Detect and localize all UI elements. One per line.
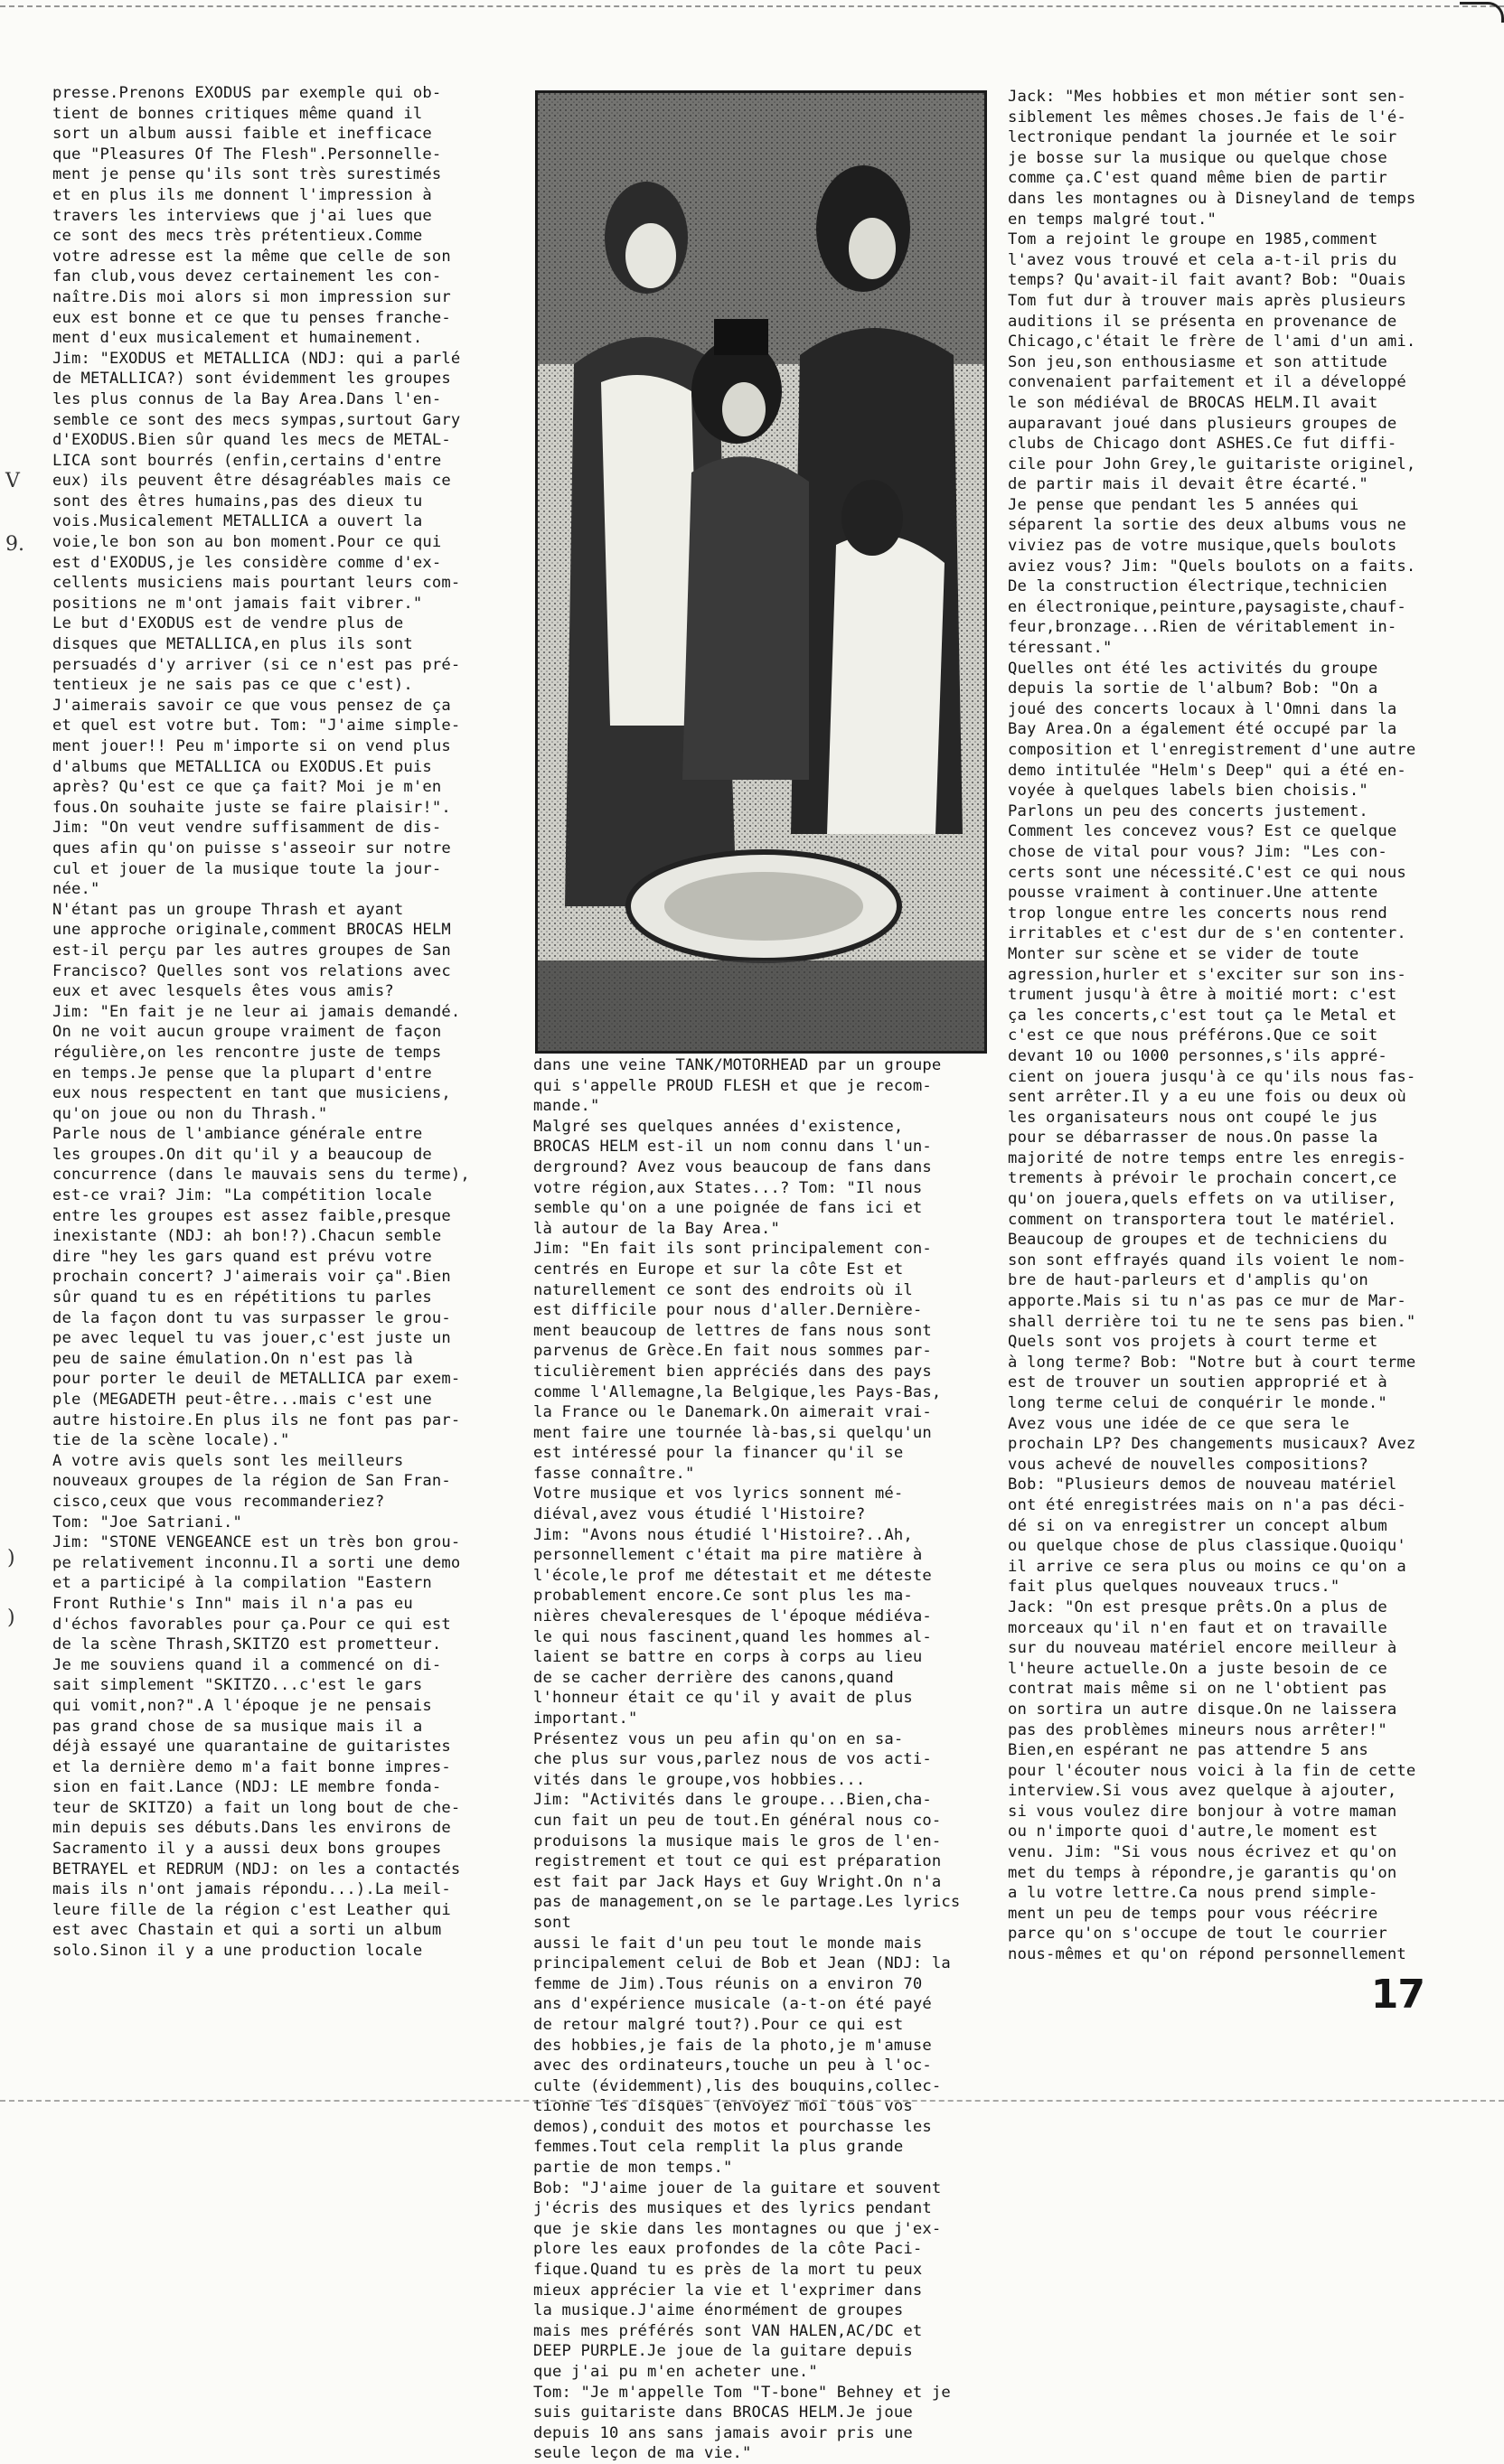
paragraph: presse.Prenons EXODUS par exemple qui ob- tient de bonnes critiques même quand il sort un album aussi faible et inefficace que "Pleasures Of The Flesh".Personnelle- ment je pense qu'ils sont très surestimés et en plus ils me donnent l'impression à travers les interviews que j'ai lues que ce sont des mecs très prétentieux.Comme votre adresse est la même que celle de son fan club,vous devez certainement les con- naître.Dis moi alors si mon impression sur eux est bonne et ce que tu penses franche- ment d'eux musicalement et humainement. Jim: "EXODUS et METALLICA (NDJ: qui a parlé de METALLICA?) sont évidemment les groupes les plus connus de la Bay Area.Dans l'en- semble ce sont des mecs sympas,surtout Gary d'EXODUS.Bien sûr quand les mecs de METAL- LICA sont bourrés (enfin,certains d'entre eux) ils peuvent être désagréables mais ce sont des êtres humains,pas des dieux tu vois.Musicalement METALLICA a ouvert la voie,le bon son au bon moment.Pour ce qui est d'EXODUS,je les considère comme d'ex- cellents musiciens mais pourtant leurs com- positions ne m'ont jamais fait vibrer." [52,84,461,613]
paragraph: Jack: "Mes hobbies et mon métier sont sen- siblement les mêmes choses.Je fais de l'é- lectronique pendant la journée et le soir je bosse sur la musique ou quelque chose comme ça.C'est quand même bien de partir dans les montagnes ou à Disneyland de temps en temps malgré tout." [1008,88,1416,229]
text-column-left [52,83,504,1962]
margin-mark: V [5,470,20,492]
paragraph: Parlons un peu des concerts justement. Comment les concevez vous? Est ce quelque chose de vital pour vous? Jim: "Les con- certs sont une nécessité.C'est ce qui nous pousse vraiment à continuer.Une attente trop longue entre les concerts nous rend irritables et c'est dur de s'en contenter. Monter sur scène et se vider de toute agression,hurler et s'exciter sur son ins- trument jusqu'à être à moitié mort: c'est ça les concerts,c'est tout ça le Metal et c'est ce que nous préférons.Que ce soit devant 10 ou 1000 personnes,s'ils appré- cient on jouera jusqu'à ce qu'ils nous fas- sent arrêter.Il y a eu une fois ou deux où les organisateurs nous ont coupé le jus pour se débarrasser de nous.On passe la majorité de notre temps entre les enregis- trements à prévoir le prochain concert,ce qu'on jouera,quels effets on va utiliser, comment on transportera tout le matériel. Beaucoup de groupes et de techniciens du son sont effrayés quand ils voient le nom- bre de haut-parleurs et d'amplis qu'on apporte.Mais si tu n'as pas ce mur de Mar- shall derrière toi tu ne te sens pas bien." [1008,801,1416,1331]
paragraph: Parle nous de l'ambiance générale entre les groupes.On dit qu'il y a beaucoup de concurrence (dans le mauvais sens du terme), est-ce vrai? Jim: "La compétition locale entre les groupes est assez faible,presque inexistante (NDJ: ah bon!?).Chacun semble dire "hey les gars quand est prévu votre prochain concert? J'aimerais voir ça".Bien sûr quand tu es en répétitions tu parles de la façon dont tu vas surpasser le grou- pe avec lequel tu vas jouer,c'est juste un peu de saine émulation.On n'est pas là pour porter le deuil de METALLICA par exem- ple (MEGADETH peut-être...mais c'est une autre histoire.En plus ils ne font pas par- tie de la scène locale)." [52,1125,470,1450]
margin-mark: 9. [5,533,24,556]
paragraph: dans une veine TANK/MOTORHEAD par un groupe qui s'appelle PROUD FLESH et que je recom- mande." [533,1056,942,1116]
paragraph: Je pense que pendant les 5 années qui séparent la sortie des deux albums vous ne viviez pas de votre musique,quels boulots aviez vous? Jim: "Quels boulots on a faits. De la construction électrique,technicien en électronique,peinture,paysagiste,chauf- feur,bronzage...Rien de véritablement in- téressant." [1008,495,1416,658]
paragraph: Tom a rejoint le groupe en 1985,comment l'avez vous trouvé et cela a-t-il pris du temps? Qu'avait-il fait avant? Bob: "Ouais Tom fut dur à trouver mais après plusieurs auditions il se présenta en provenance de Chicago,c'était le frère de l'ami d'un ami. Son jeu,son enthousiasme et son attitude convenaient parfaitement et il a développé le son médiéval de BROCAS HELM.Il avait auparavant joué dans plusieurs groupes de clubs de Chicago dont ASHES.Ce fut diffi- cile pour John Grey,le guitariste originel, de partir mais il devait être écarté." [1008,230,1416,494]
scan-corner-mark [1460,2,1504,23]
paragraph: Malgré ses quelques années d'existence, BROCAS HELM est-il un nom connu dans l'un- derground? Avez vous beaucoup de fans dans votre région,aux States...? Tom: "Il nous semble qu'on a une poignée de fans ici et là autour de la Bay Area." Jim: "En fait ils sont principalement con- centrés en Europe et sur la côte Est et naturellement ce sont des endroits où il est difficile pour nous d'aller.Dernière- ment beaucoup de lettres de fans nous sont parvenus de Grèce.En fait nous sommes par- ticulièrement bien appréciés dans des pays comme l'Allemagne,la Belgique,les Pays-Bas, la France ou le Danemark.On aimerait vrai- ment faire une tournée là-bas,si quelqu'un est intéressé pour la financer qu'il se fasse connaître." [533,1117,942,1483]
margin-mark: ) [7,1607,15,1629]
paragraph: Bien,en espérant ne pas attendre 5 ans pour l'écouter nous voici à la fin de cette interview.Si vous avez quelque à ajouter, si vous voulez dire bonjour à votre maman ou n'importe quoi d'autre,le moment est venu. Jim: "Si vous nous écrivez et qu'on met du temps à répondre,je garantis qu'on a lu votre lettre.Ca nous prend simple- ment un peu de temps pour vous réécrire parce qu'on s'occupe de tout le courrier nous-mêmes et qu'on répond personnellement [1008,1741,1416,1964]
paragraph: Quels sont vos projets à court terme et à long terme? Bob: "Notre but à court terme est de trouver un soutien approprié et à long terme celui de conquérir le monde." [1008,1333,1416,1412]
scan-top-edge [0,5,1504,10]
margin-mark: ) [7,1547,15,1569]
text-column-middle [533,1055,983,2464]
paragraph: Le but d'EXODUS est de vendre plus de disques que METALLICA,en plus ils sont persuadés d'y arriver (si ce n'est pas pré- tentieux je ne sais pas ce que c'est). J'aimerais savoir ce que vous pensez de ça et quel est votre but. Tom: "J'aime simple- ment jouer!! Peu m'importe si on vend plus d'albums que METALLICA ou EXODUS.Et puis après? Qu'est ce que ça fait? Moi je m'en fous.On souhaite juste se faire plaisir!". Jim: "On veut vendre suffisamment de dis- ques afin qu'on puisse s'asseoir sur notre cul et jouer de la musique toute la jour- née." [52,614,461,899]
text-column-right [1008,87,1458,1965]
paragraph: N'étant pas un groupe Thrash et ayant une approche originale,comment BROCAS HELM est-il perçu par les autres groupes de San Francisco? Quelles sont vos relations avec eux et avec lesquels êtes vous amis? Jim: "En fait je ne leur ai jamais demandé. On ne voit aucun groupe vraiment de façon régulière,on les rencontre juste de temps en temps.Je pense que la plupart d'entre eux nous respectent en tant que musiciens, qu'on joue ou non du Thrash." [52,900,461,1123]
band-photo [535,90,987,1054]
paragraph: Quelles ont été les activités du groupe depuis la sortie de l'album? Bob: "On a joué des concerts locaux à l'Omni dans la Bay Area.On a également été occupé par la composition et l'enregistrement d'une autre demo intitulée "Helm's Deep" qui a été en- voyée à quelques labels bien choisis." [1008,659,1416,801]
paragraph: A votre avis quels sont les meilleurs nouveaux groupes de la région de San Fran- cisco,ceux que vous recommanderiez? Tom: "Joe Satriani." Jim: "STONE VENGEANCE est un très bon grou- pe relativement inconnu.Il a sorti une demo et a participé à la compilation "Eastern Front Ruthie's Inn" mais il n'a pas eu d'échos favorables pour ça.Pour ce qui est de la scène Thrash,SKITZO est prometteur. Je me souviens quand il a commencé on di- sait simplement "SKITZO...c'est le gars qui vomit,non?".A l'époque je ne pensais pas grand chose de sa musique mais il a déjà essayé une quarantaine de guitaristes et la dernière demo m'a fait bonne impres- sion en fait.Lance (NDJ: LE membre fonda- teur de SKITZO) a fait un long bout de che- min depuis ses débuts.Dans les environs de Sacramento il y a aussi deux bons groupes BETRAYEL et REDRUM (NDJ: on les a contactés mais ils n'ont jamais répondu...).La meil- leure fille de la région c'est Leather qui est avec Chastain et qui a sorti un album solo.Sinon il y a une production locale [52,1451,461,1961]
band-photo-image [538,93,984,1051]
page-number: 17 [1370,1972,1424,2018]
paragraph: Votre musique et vos lyrics sonnent mé- diéval,avez vous étudié l'Histoire? Jim: "Avons nous étudié l'Histoire?..Ah, personnellement c'était ma pire matière à l'école,le prof me détestait et me déteste probablement encore.Ce sont plus les ma- nières chevaleresques de l'époque médiéva- le qui nous fascinent,quand les hommes al- laient se battre en corps à corps au lieu de se cacher derrière des canons,quand l'honneur était ce qu'il y avait de plus important." [533,1485,932,1728]
paragraph: Avez vous une idée de ce que sera le prochain LP? Des changements musicaux? Avez vous achevé de nouvelles compositions? Bob: "Plusieurs demos de nouveau matériel ont été enregistrées mais on n'a pas déci- dé si on va enregistrer un concept album ou quelque chose de plus classique.Quoiqu' il arrive ce sera plus ou moins ce qu'on a fait plus quelques nouveaux trucs." Jack: "On est presque prêts.On a plus de morceaux qu'il n'en faut et on travaille sur du nouveau matériel encore meilleur à l'heure actuelle.On a juste besoin de ce contrat mais même si on ne l'obtient pas on sortira un autre disque.On ne laissera pas des problèmes mineurs nous arrêter!" [1008,1414,1416,1739]
paragraph: Présentez vous un peu afin qu'on en sa- che plus sur vous,parlez nous de vos acti- vités dans le groupe,vos hobbies... Jim: "Activités dans le groupe...Bien,cha- cun fait un peu de tout.En général nous co- produisons la musique mais le gros de l'en- registrement et tout ce qui est préparation est fait par Jack Hays et Guy Wright.On n'a pas de management,on se le partage.Les lyrics sont aussi le fait d'un peu tout le monde mais principalement celui de Bob et Jean (NDJ: la femme de Jim).Tous réunis on a environ 70 ans d'expérience musicale (a-t-on été payé de retour malgré tout?).Pour ce qui est des hobbies,je fais de la photo,je m'amuse avec des ordinateurs,touche un peu à l'oc- culte (évidemment),lis des bouquins,collec- tionne les disques (envoyez moi tous vos demos),conduit des motos et pourchasse les femmes.Tout cela remplit la plus grande partie de mon temps." Bob: "J'aime jouer de la guitare et souvent j'écris des musiques et des lyrics pendant que je skie dans les montagnes ou que j'ex- plore les eaux profondes de la côte Paci- fique.Quand tu es près de la mort tu peux mieux apprécier la vie et l'exprimer dans la musique.J'aime énormément de groupes mais mes préférés sont VAN HALEN,AC/DC et DEEP PURPLE.Je joue de la guitare depuis que j'ai pu m'en acheter une." Tom: "Je m'appelle Tom "T-bone" Behney et je suis guitariste dans BROCAS HELM.Je joue depuis 10 ans sans jamais avoir pris une seule leçon de ma vie." [533,1729,961,2463]
